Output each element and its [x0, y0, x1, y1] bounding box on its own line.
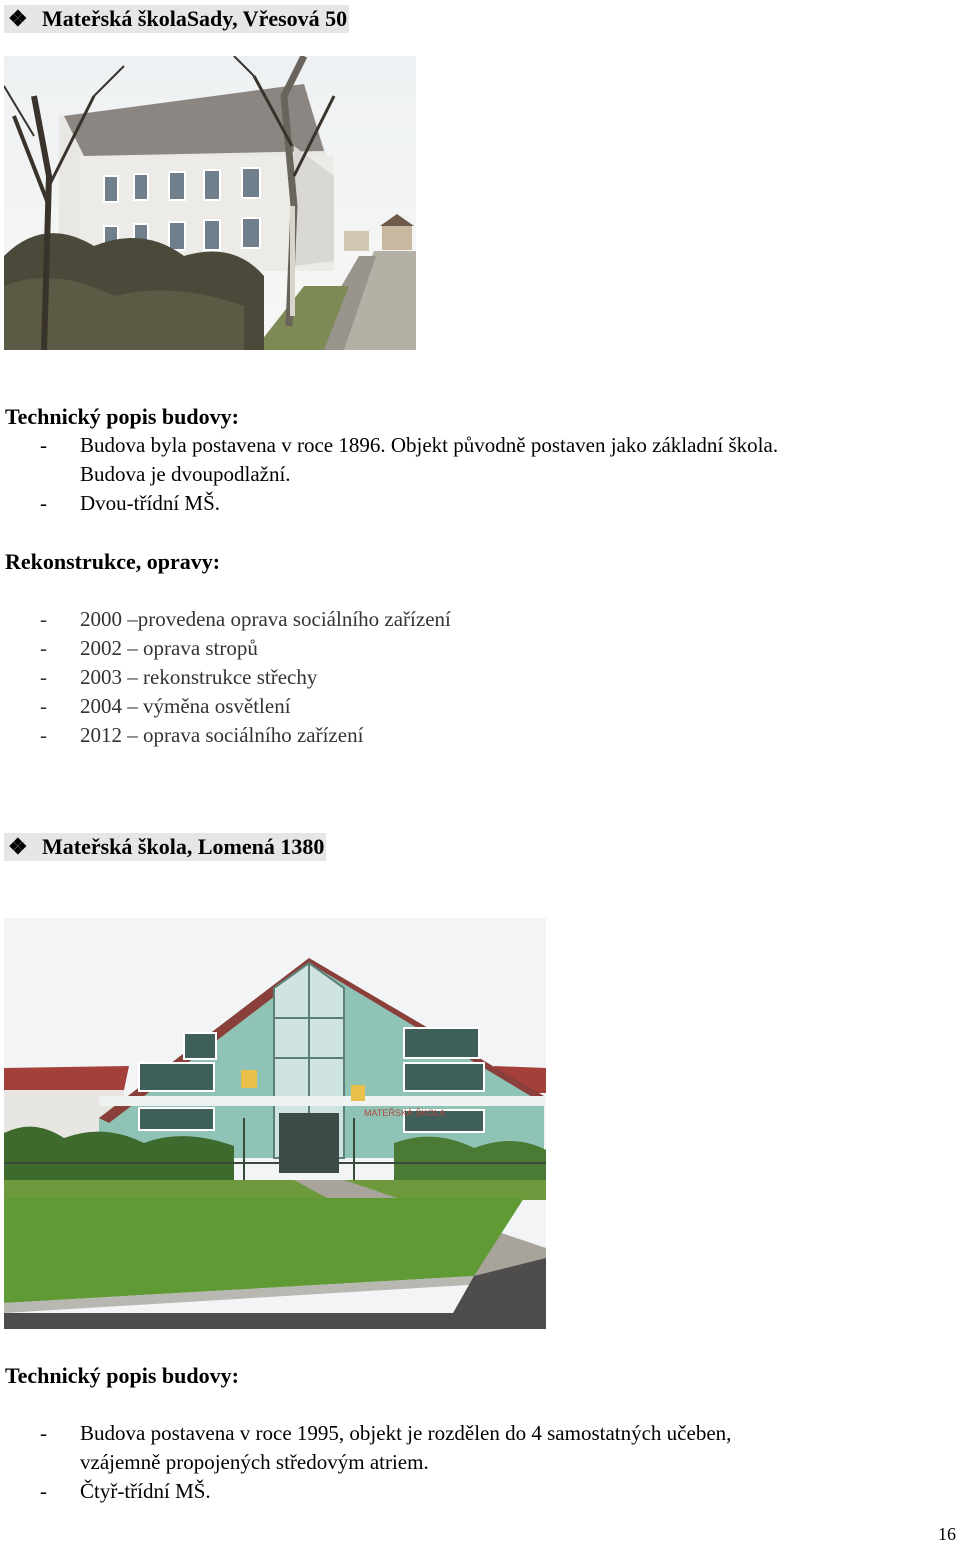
list-dash: - [40, 433, 47, 457]
list-item: 2003 – rekonstrukce střechy [80, 665, 318, 689]
list-dash: - [40, 1421, 47, 1445]
diamond-bullet-icon: ❖ [8, 834, 28, 859]
list-item: 2012 – oprava sociálního zařízení [80, 723, 364, 747]
list-dash: - [40, 694, 47, 718]
list-item-continuation: Budova je dvoupodlažní. [80, 462, 291, 486]
reconstruction-list [0, 605, 960, 755]
section-heading-lomena [4, 833, 326, 861]
building-sign: MATEŘSKÁ ŠKOLA [364, 1108, 446, 1118]
list-dash: - [40, 491, 47, 515]
list-item: Dvou-třídní MŠ. [80, 491, 221, 515]
tech-list-lomena [0, 1419, 960, 1511]
photo-building-lomena [4, 918, 546, 1329]
list-item: Čtyř-třídní MŠ. [80, 1479, 211, 1503]
list-dash: - [40, 607, 47, 631]
list-dash: - [40, 1479, 47, 1503]
list-item: 2002 – oprava stropů [80, 636, 258, 660]
list-dash: - [40, 636, 47, 660]
list-item: Budova postavena v roce 1995, objekt je rozdělen do 4 samostatných učeben, [80, 1421, 732, 1445]
photo-building-sady [4, 56, 416, 350]
page-number: 16 [938, 1524, 956, 1544]
tech-list-sady [0, 431, 960, 521]
list-item: Budova byla postavena v roce 1896. Objekt původně postaven jako základní škola. [80, 433, 779, 457]
tech-description-title: Technický popis budovy: [5, 1363, 239, 1388]
list-item: 2004 – výměna osvětlení [80, 694, 291, 718]
section-heading-text: Mateřská školaSady, Vřesová 50 [42, 6, 348, 31]
section-heading-sady [4, 5, 349, 33]
list-item: 2000 –provedena oprava sociálního zařízení [80, 607, 451, 631]
tech-description-title: Technický popis budovy: [5, 404, 239, 429]
reconstruction-title: Rekonstrukce, opravy: [5, 549, 221, 574]
list-item-continuation: vzájemně propojených středovým atriem. [80, 1450, 429, 1474]
section-heading-text: Mateřská škola, Lomená 1380 [42, 834, 325, 859]
list-dash: - [40, 723, 47, 747]
diamond-bullet-icon: ❖ [8, 6, 28, 31]
list-dash: - [40, 665, 47, 689]
